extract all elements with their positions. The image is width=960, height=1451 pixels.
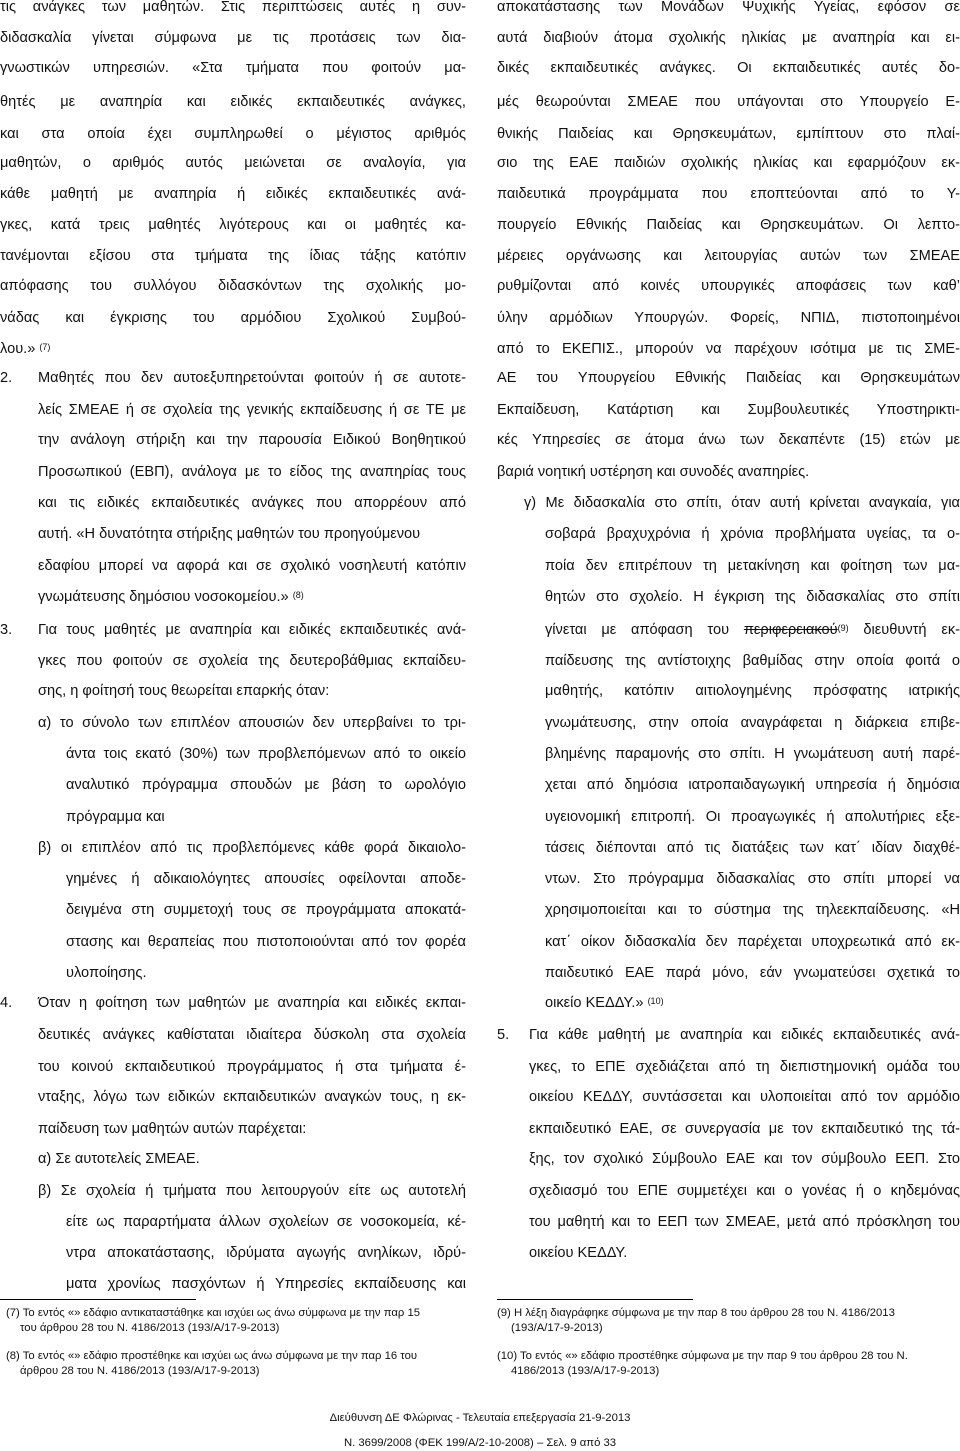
text-line: ντων. Στο πρόγραμμα διδασκαλίας στο σπίτι μπορεί να: [545, 871, 960, 887]
text-line: στασης και θεραπείας που πιστοποιούνται από τον φορέα: [66, 934, 466, 950]
text-line: Εκπαίδευση, Κατάρτιση και Συμβουλευτικές Υποστηρικτι-: [497, 402, 960, 418]
text-line: Για τους μαθητές με αναπηρία και ειδικές εκπαιδευτικές ανά-: [38, 622, 466, 638]
text-line: παιδευτικά προγράμματα που εποπτεύονται από το Υ-: [497, 186, 960, 202]
text-span: οικείο ΚΕΔΔΥ.»: [545, 995, 644, 1011]
text-line: οικείου ΚΕΔΔΥ.: [529, 1245, 628, 1261]
footnote-9: [497, 1306, 960, 1336]
footnote-line: (193/Α/17-9-2013): [511, 1322, 603, 1334]
text-line: πρόγραμμα και: [66, 809, 165, 825]
page-footer-source: Διεύθυνση ΔΕ Φλώρινας - Τελευταία επεξεργασία 21-9-2013: [329, 1412, 631, 1424]
text-line: ρυθμίζονται από κοινές υπουργικές αποφάσεις των καθ’: [497, 278, 960, 294]
text-line: [545, 617, 960, 643]
text-line: διδασκαλία γίνεται σύμφωνα με τις προτάσεις των δια-: [0, 30, 466, 46]
text-line: β) Σε σχολεία ή τμήματα που λειτουργούν είτε ως αυτοτελή: [38, 1183, 466, 1199]
text-line: σοβαρά βραχυχρόνια ή χρόνια προβλήματα υγείας, τα ο-: [545, 526, 960, 542]
text-line: α) Σε αυτοτελείς ΣΜΕΑΕ.: [38, 1151, 200, 1167]
footnote-ref-8[interactable]: (8): [292, 590, 304, 600]
text-span: διευθυντή εκ-: [863, 622, 960, 638]
text-line: σχεδιασμό του ΕΠΕ συμμετέχει και ο γονέας ή ο κηδεμόνας: [529, 1183, 960, 1199]
footnote-line: 4186/2013 (193/Α/17-9-2013): [511, 1365, 660, 1377]
deleted-word: περιφερειακού: [743, 622, 838, 638]
text-line: α) το σύνολο των επιπλέον απουσιών δεν υπερβαίνει το τρι-: [38, 715, 466, 731]
text-line: δικές εκπαιδευτικές ανάγκες. Οι εκπαιδευτικές αυτές δο-: [497, 60, 960, 76]
footnote-line: άρθρου 28 του Ν. 4186/2013 (193/Α/17-9-2013): [20, 1365, 260, 1377]
text-line: Μαθητές που δεν αυτοεξυπηρετούνται φοιτούν ή σε αυτοτε-: [38, 370, 466, 386]
footnote-line: (10) Το εντός «» εδάφιο προστέθηκε σύμφωνα με την παρ 9 του άρθρου 28 του Ν.: [497, 1350, 908, 1362]
text-line: τανέμονται εξίσου στα τμήματα της ίδιας τάξης κατόπιν: [0, 248, 466, 264]
text-line: υγειονομική επιτροπή. Οι προαγωγικές ή απολυτήριες εξε-: [545, 809, 960, 825]
text-line: παίδευση των μαθητών αυτών παρέχεται:: [38, 1121, 307, 1137]
text-line: νάδας και έγκρισης του αρμόδιου Σχολικού Συμβού-: [0, 310, 466, 326]
text-line: αυτά διαβιούν άτομα σχολικής ηλικίας με αναπηρία και ει-: [497, 30, 960, 46]
text-line: γνωμάτευσης, στην οποία αναγράφεται η διάρκεια επιβε-: [545, 715, 960, 731]
text-line: κατ΄ οίκον διδασκαλία δεν παρέχεται υποχρεωτικά από εκ-: [545, 934, 960, 950]
text-line: και στα οποία έχει συμπληρωθεί ο μέγιστος αριθμός: [0, 126, 466, 142]
text-line: Όταν η φοίτηση των μαθητών με αναπηρία και ειδικές εκπαι-: [38, 995, 466, 1011]
text-line: ΑΕ του Υπουργείου Εθνικής Παιδείας και Θρησκευμάτων: [497, 370, 960, 386]
footnote-line: (8) Το εντός «» εδάφιο προστέθηκε και ισχύει ως άνω σύμφωνα με την παρ 16 του: [6, 1350, 418, 1362]
text-line: κές Υπηρεσίες σε άτομα άνω των δεκαπέντε (15) ετών με: [497, 432, 960, 448]
text-line: είτε ως παραρτήματα άλλων σχολείων σε νοσοκομεία, κέ-: [66, 1214, 466, 1230]
text-line: τις ανάγκες των μαθητών. Στις περιπτώσεις αυτές η συν-: [0, 0, 466, 15]
text-span: λου.»: [0, 341, 36, 357]
text-span: γίνεται με απόφαση του: [545, 622, 730, 638]
footnote-7: [6, 1306, 466, 1336]
text-line: μαθητής, κατόπιν αιτιολογημένης πρόσφατης ιατρικής: [545, 683, 960, 699]
footnote-10: [497, 1349, 960, 1379]
footnote-line: του άρθρου 28 του Ν. 4186/2013 (193/Α/17-9-2013): [20, 1322, 280, 1334]
text-line: δευτικές ανάγκες καθίσταται ιδιαίτερα δύσκολη στα σχολεία: [38, 1027, 466, 1043]
text-line: Για κάθε μαθητή με αναπηρία και ειδικές εκπαιδευτικές ανά-: [529, 1027, 960, 1043]
text-line: θητές με αναπηρία και ειδικές εκπαιδευτικές ανάγκες,: [0, 94, 466, 110]
text-line: παιδευτικό ΕΑΕ παρά μόνο, εάν γνωματεύσει σχετικά το: [545, 965, 960, 981]
footnote-ref-9[interactable]: (9): [837, 623, 849, 633]
text-line: εδαφίου μπορεί να αφορά και σε σχολικό νοσηλευτή κατόπιν: [38, 558, 466, 574]
text-line: βλημένης παραμονής στο σπίτι. Η γνωμάτευση αυτή παρέ-: [545, 746, 960, 762]
text-line: γκες, κατά τρεις μαθητές λιγότερους και οι μαθητές κα-: [0, 217, 466, 233]
text-line: Προσωπικού (ΕΒΠ), ανάλογα με το είδος της αναπηρίας τους: [38, 464, 466, 480]
text-line: αυτή. «Η δυνατότητα στήριξης μαθητών του προηγούμενου: [38, 526, 421, 542]
text-line: [545, 990, 960, 1016]
footnote-divider: [497, 1299, 693, 1300]
text-line: [0, 336, 466, 362]
text-line: σιο της ΕΑΕ παιδιών σχολικής ηλικίας και εφαρμόζουν εκ-: [497, 155, 960, 171]
page-footer-reference: Ν. 3699/2008 (ΦΕΚ 199/Α/2-10-2008) – Σελ. 9 από 33: [343, 1437, 617, 1449]
text-line: [38, 584, 466, 610]
text-line: κάθε μαθητή με αναπηρία ή ειδικές εκπαιδευτικές ανά-: [0, 186, 466, 202]
text-line: αναλυτικό πρόγραμμα σπουδών με βάση το ωρολόγιο: [66, 777, 466, 793]
text-line: τάσεις διέπονται από τις διατάξεις των κατ΄ ιδίαν διαχθέ-: [545, 840, 960, 856]
item-number-5: 5.: [497, 1027, 510, 1043]
text-line: ματα χρονίως πασχόντων ή Υπηρεσίες εκπαίδευσης και: [66, 1276, 466, 1292]
text-line: δειγμένα στη συμμετοχή τους σε προγράμματα αποκατά-: [66, 902, 466, 918]
text-line: νταξης, λόγω των ειδικών εκπαιδευτικών αναγκών τους, η εκ-: [38, 1089, 466, 1105]
footnote-8: [6, 1349, 466, 1379]
text-line: πουργείο Εθνικής Παιδείας και Θρησκευμάτων. Οι λεπτο-: [497, 217, 960, 233]
text-line: ποία δεν επιτρέπουν τη μετακίνηση και φοίτηση των μα-: [545, 558, 960, 574]
text-line: θητών στο σχολείο. Η έγκριση της διδασκαλίας στο σπίτι: [545, 589, 960, 605]
text-line: σης, η φοίτησή τους θεωρείται επαρκής όταν:: [38, 683, 330, 699]
item-number-3: 3.: [0, 622, 13, 638]
text-line: του κοινού εκπαιδευτικού προγράμματος ή στα τμήματα έ-: [38, 1059, 466, 1075]
text-line: ύλην αρμόδιων Υπουργών. Φορείς, ΝΠΙΔ, πιστοποιημένοι: [497, 310, 960, 326]
text-line: υλοποίησης.: [66, 965, 147, 981]
text-line: θνικής Παιδείας και Θρησκευμάτων, εμπίπτουν στο πλαί-: [497, 126, 960, 142]
item-number-2: 2.: [0, 370, 13, 386]
text-line: β) οι επιπλέον από τις προβλεπόμενες κάθε φορά δικαιολο-: [38, 840, 466, 856]
text-line: μέρειες οργάνωσης και λειτουργίας αυτών των ΣΜΕΑΕ: [497, 248, 960, 264]
text-line: παίδευσης της αντίστοιχης βαθμίδας στην οποία φοιτά ο: [545, 653, 960, 669]
text-line: ντρα αποκατάστασης, ιδρύματα αγωγής ανηλίκων, ιδρύ-: [66, 1245, 466, 1261]
footnote-ref-7[interactable]: (7): [39, 342, 51, 352]
text-line: γνωστικών υπηρεσιών. «Στα τμήματα που φοιτούν μα-: [0, 60, 466, 76]
text-line: λείς ΣΜΕΑΕ ή σε σχολεία της γενικής εκπαίδευσης ή σε ΤΕ με: [38, 402, 466, 418]
text-line: μαθητών, ο αριθμός αυτός μειώνεται σε αναλογία, για: [0, 155, 466, 171]
text-line: οικείου ΚΕΔΔΥ, συντάσσεται και υλοποιείται από τον αρμόδιο: [529, 1089, 960, 1105]
text-line: γκες που φοιτούν σε σχολεία της δευτεροβάθμιας εκπαίδευ-: [38, 653, 466, 669]
footnote-ref-10[interactable]: (10): [647, 996, 664, 1006]
text-line: απόφασης του συλλόγου διδασκόντων της σχολικής μο-: [0, 278, 466, 294]
footnote-line: (7) Το εντός «» εδάφιο αντικαταστάθηκε και ισχύει ως άνω σύμφωνα με την παρ 15: [6, 1307, 421, 1319]
text-line: γκες, το ΕΠΕ σχεδιάζεται από τη διεπιστημονική ομάδα του: [529, 1059, 960, 1075]
text-line: αποκατάστασης των Μονάδων Ψυχικής Υγείας, εφόσον σε: [497, 0, 960, 15]
text-line: βαριά νοητική υστέρηση και συνοδές αναπηρίες.: [497, 464, 810, 480]
text-line: την ανάλογη στήριξη και την παρουσία Ειδικού Βοηθητικού: [38, 432, 466, 448]
footnote-divider: [0, 1299, 196, 1300]
text-line: από το ΕΚΕΠΙΣ., μπορούν να παρέχουν ισότιμα με τις ΣΜΕ-: [497, 341, 960, 357]
text-line: του μαθητή και το ΕΕΠ των ΣΜΕΑΕ, μετά από πρόσκληση του: [529, 1214, 960, 1230]
text-line: χρησιμοποιείται και το σύστημα της τηλεεκπαίδευσης. «Η: [545, 902, 960, 918]
text-line: μές θεωρούνται ΣΜΕΑΕ που υπάγονται στο Υπουργείο Ε-: [497, 94, 960, 110]
text-line: και τις ειδικές εκπαιδευτικές ανάγκες που απορρέουν από: [38, 495, 466, 511]
item-number-4: 4.: [0, 995, 13, 1011]
text-line: εκπαιδευτικό ΕΑΕ, σε συνεργασία με τον εκπαιδευτικό της τά-: [529, 1121, 960, 1137]
text-line: ξης, τον σχολικό Σύμβουλο ΕΑΕ και τον σύμβουλο ΕΕΠ. Στο: [529, 1151, 960, 1167]
text-line: γημένες ή αδικαιολόγητες απουσίες οφείλονται αποδε-: [66, 871, 466, 887]
text-line: γ) Με διδασκαλία στο σπίτι, όταν αυτή κρίνεται αναγκαία, για: [524, 495, 960, 511]
text-line: άντα τοις εκατό (30%) των προβλεπόμενων από το οικείο: [66, 746, 466, 762]
text-span: γνωμάτευσης δημόσιου νοσοκομείου.»: [38, 589, 289, 605]
text-line: χεται από δημόσια ιατροπαιδαγωγική υπηρεσία ή δημόσια: [545, 777, 960, 793]
footnote-line: (9) Η λέξη διαγράφηκε σύμφωνα με την παρ 8 του άρθρου 28 του Ν. 4186/2013: [497, 1307, 895, 1319]
